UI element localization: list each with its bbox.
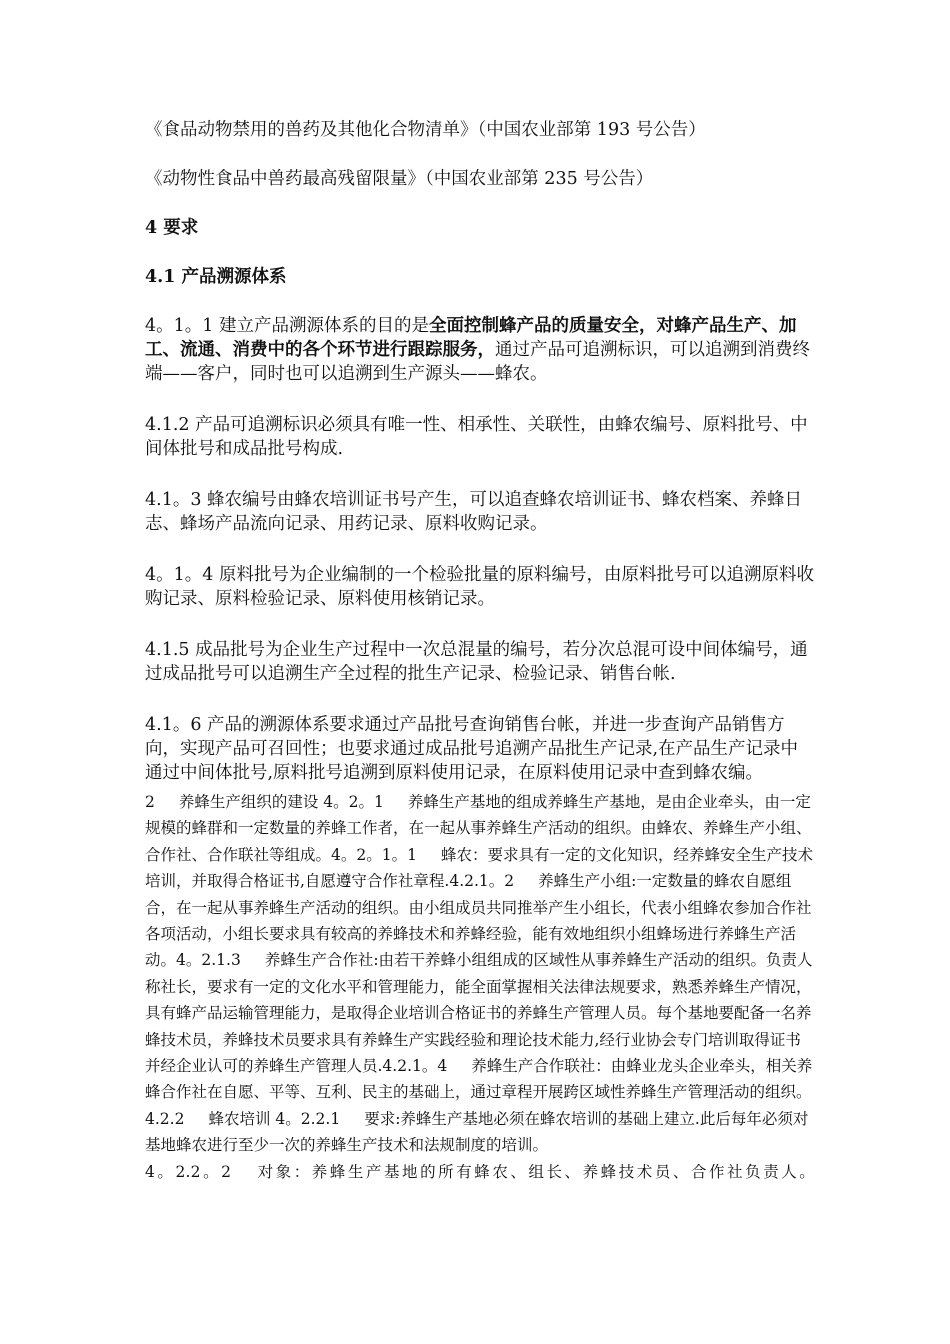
document-body — [145, 118, 815, 1185]
paragraph-4-1-1-suffix: 通过产品可追溯标识，可以追溯到消费终端——客户，同时也可以追溯到生产源头——蜂农。 — [145, 340, 810, 384]
paragraph-4-1-1-prefix: 4。1。1 建立产品溯源体系的目的是 — [145, 316, 429, 336]
dense-text-g: 蜂农培训 4。2.2.1 — [208, 1109, 341, 1128]
reference-line-1: 《食品动物禁用的兽药及其他化合物清单》（中国农业部第 193 号公告） — [145, 120, 706, 140]
reference-line-2: 《动物性食品中兽药最高残留限量》（中国农业部第 235 号公告） — [145, 169, 654, 189]
dense-text-j: 对象：养蜂生产基地的所有蜂农、组长、养蜂技术员、合作社负责人。 — [255, 1162, 816, 1181]
section-heading-4-1: 4.1 产品溯源体系 — [145, 267, 287, 287]
dense-text-i: 4。2.2。2 — [145, 1162, 232, 1181]
paragraph-4-1-1 — [145, 314, 815, 386]
paragraph-4-1-2: 4.1.2 产品可追溯标识必须具有唯一性、相承性、关联性，由蜂农编号、原料批号、中间体批号和成品批号构成. — [145, 415, 808, 459]
dense-last-line — [145, 1159, 815, 1185]
paragraph-4-1-6: 4.1。6 产品的溯源体系要求通过产品批号查询销售台帐，并进一步查询产品销售方向，实现产品可召回性；也要求通过成品批号追溯产品批生产记录,在产品生产记录中通过中间体批号,原料批号追溯到原料使用记录，在原料使用记录中查到蜂农编。 — [145, 715, 799, 783]
dense-text-b: 养蜂生产基地的组成养蜂生产基地，是由企业牵头，由一定规模的蜂群和一定数量的养蜂工作者，在一起从事养蜂生产活动的组织。由蜂农、养蜂生产小组、合作社、合作联社等组成。4。2。1。1 — [145, 793, 812, 864]
section-4-2-dense-text — [145, 789, 815, 1185]
section-2-number: 2 — [145, 793, 155, 811]
dense-text-d: 养蜂生产小组:一定数量的蜂农自愿组合，在一起从事养蜂生产活动的组织。由小组成员共同推举产生小组长，代表小组蜂农参加合作社各项活动，小组长要求具有较高的养蜂技术和养蜂经验，能有效地组织小组蜂场进行养蜂生产活动。4。2.1.3 — [145, 872, 812, 970]
dense-text-a: 养蜂生产组织的建设 4。2。1 — [178, 793, 384, 811]
paragraph-4-1-3: 4.1。3 蜂农编号由蜂农培训证书号产生，可以追查蜂农培训证书、蜂农档案、养蜂日志、蜂场产品流向记录、用药记录、原料收购记录。 — [145, 490, 803, 534]
dense-text-f: 养蜂生产合作联社：由蜂业龙头企业牵头，相关养蜂合作社在自愿、平等、互利、民主的基础上，通过章程开展跨区域性养蜂生产管理活动的组织。4.2.2 — [145, 1057, 813, 1128]
dense-text-e: 养蜂生产合作社:由若干养蜂小组组成的区域性从事养蜂生产活动的组织。负责人称社长，要求有一定的文化水平和管理能力，能全面掌握相关法律法规要求，熟悉养蜂生产情况，具有蜂产品运输管理能力，是取得企业培训合格证书的养蜂生产管理人员。每个基地要配备一名养蜂技术员，养蜂技术员要求具有养蜂生产实践经验和理论技术能力,经行业协会专门培训取得证书并经企业认可的养蜂生产管理人员.4.2.1。4 — [145, 951, 813, 1076]
paragraph-4-1-1-bold: 全面控制蜂产品的质量安全，对蜂产品生产、加工、流通、消费中的各个环节进行跟踪服务， — [145, 316, 797, 360]
dense-text-c: 蜂农：要求具有一定的文化知识，经养蜂安全生产技术培训，并取得合格证书,自愿遵守合作社章程.4.2.1。2 — [145, 845, 813, 891]
dense-text-h: 要求:养蜂生产基地必须在蜂农培训的基础上建立.此后每年必须对基地蜂农进行至少一次的养蜂生产技术和法规制度的培训。 — [145, 1109, 809, 1155]
paragraph-4-1-4: 4。1。4 原料批号为企业编制的一个检验批量的原料编号，由原料批号可以追溯原料收购记录、原料检验记录、原料使用核销记录。 — [145, 565, 814, 609]
section-heading-4: 4 要求 — [145, 218, 199, 238]
paragraph-4-1-5: 4.1.5 成品批号为企业生产过程中一次总混量的编号，若分次总混可设中间体编号，通过成品批号可以追溯生产全过程的批生产记录、检验记录、销售台帐. — [145, 640, 808, 684]
